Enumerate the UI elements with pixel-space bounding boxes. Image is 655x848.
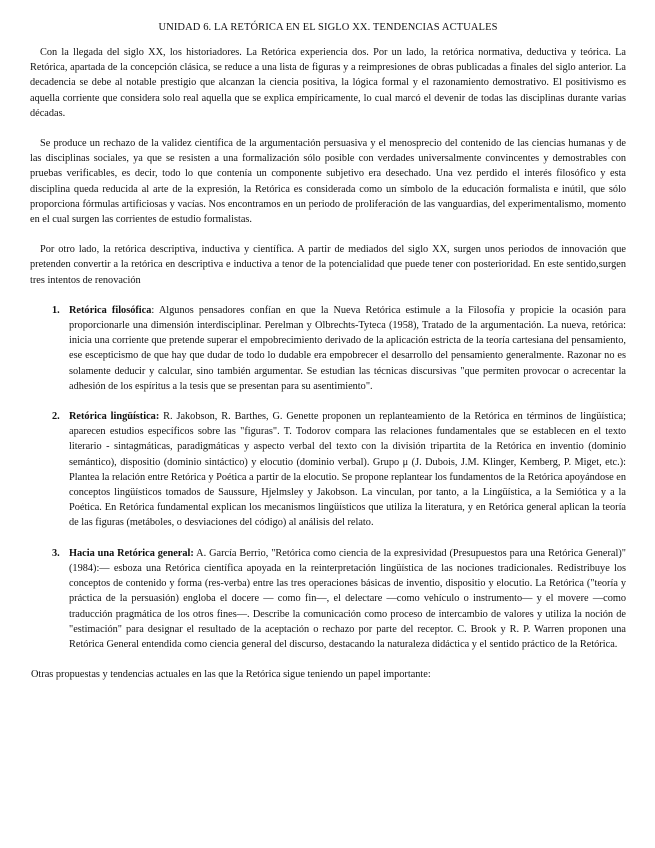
list-item-linguistic: [52, 409, 626, 531]
renovation-list: [30, 303, 626, 652]
list-item-term: Retórica filosófica: [69, 304, 152, 316]
list-item-general: [52, 546, 626, 652]
paragraph-rejection: Se produce un rechazo de la validez científica de la argumentación persuasiva y el menosprecio del contenido de las ciencias humanas y de las disciplinas sociales, ya que se resisten a una formalización sólo posible con verdades universalmente convincentes y demostrables con pruebas verificables, es decir, todo lo que contenía un componente subjetivo era desechado. Una vez perdido el interés filosófico y esta disciplina queda reducida al arte de la expresión, la Retórica es considerada como un símbolo de la educación formalista e inútil, que sólo proporciona fórmulas artificiosas y vacías. Nos encontramos en un periodo de proliferación de las vanguardias, del experimentalismo, momento en el cual surgen las corrientes de estudio formalistas.: [30, 138, 626, 226]
list-item-term: Retórica lingüística:: [69, 411, 160, 423]
list-item-term: Hacia una Retórica general:: [69, 547, 194, 559]
paragraph-intro: Con la llegada del siglo XX, los historiadores. La Retórica experiencia dos. Por un lado, la retórica normativa, deductiva y teórica. La Retórica, apartada de la concepción clásica, se reduce a una lista de figuras y a reimpresiones de obras publicadas a finales del siglo anterior. La decadencia se debe al notable prestigio que alcanzan la ciencia positiva, la lógica formal y el razonamiento demostrativo. El positivismo es aquella corriente que considera solo real aquella que se explica empíricamente, lo cual marcó el devenir de todas las disciplinas durante varias décadas.: [30, 47, 626, 119]
list-item-number: 1.: [52, 304, 60, 316]
list-item-text: A. García Berrio, "Retórica como ciencia de la expresividad (Presupuestos para una Retórica General)" (1984):— esboza una Retórica científica apoyada en la reinterpretación lingüística de las nociones tradicionales. Redistribuye los conceptos de contenido y forma (res-verba) entre las tres operaciones básicas de inventio, dispositio y elocutio. La Retórica ("teoría y práctica de la persuasión) engloba el docere — como fin—, el delectare —como vehículo o instrumento— y el movere —como traducción pragmática de los otros fines—. Describe la comunicación como proceso de intercambio de valores y utiliza la noción de "estimación" para designar el resultado de la aceptación o rechazo por parte del receptor. C. Brook y R. P. Warren proponen una Retórica General entendida como ciencia general del discurso, destacando la naturaleza didáctica y el sentido práctico de la Retórica.: [69, 547, 626, 650]
list-item-number: 3.: [52, 547, 60, 559]
list-item-text: R. Jakobson, R. Barthes, G. Genette proponen un replanteamiento de la Retórica en términos de lingüística; aparecen estudios específicos sobre las "figuras". T. Todorov compara las relaciones fundamentales que se establecen en el texto literario - sintagmáticas, paradigmáticas y aspecto verbal del texto con la división tripartita de la Retórica en inventio (dominio semántico), dispositio (dominio sintáctico) y elocutio (dominio verbal). Grupo μ (J. Dubois, J.M. Klinger, Kemberg, P. Miget, etc.): Plantea la relación entre Retórica y Poética a partir de la elocutio. Se propone replantear los fundamentos de la Retórica apoyándose en conceptos lingüísticos tomados de Saussure, Hjelmsley y Jakobson. La vinculan, por tanto, a la Lingüística, a la Semiótica y a la Poética. En Retórica fundamental explican los mecanismos lingüísticos que utiliza la literatura, y en Retórica general aplican la teoría de las figuras (metáboles, o desviaciones del código) al análisis del relato.: [69, 411, 626, 529]
list-item-philosophical: [52, 303, 626, 394]
page-title: UNIDAD 6. LA RETÓRICA EN EL SIGLO XX. TENDENCIAS ACTUALES: [158, 22, 498, 33]
list-item-number: 2.: [52, 411, 60, 423]
closing-line: Otras propuestas y tendencias actuales en las que la Retórica sigue teniendo un papel importante:: [31, 669, 431, 681]
paragraph-descriptive: Por otro lado, la retórica descriptiva, inductiva y científica. A partir de mediados del siglo XX, surgen unos periodos de innovación que pretenden convertir a la retórica en descriptiva e inductiva a tenor de la potencialidad que puede tener con posterioridad. En este sentido,surgen tres intentos de renovación: [30, 244, 626, 286]
list-item-text: : Algunos pensadores confían en que la Nueva Retórica estimule a la Filosofía y propicie la ocasión para proporcionarle una dimensión interdisciplinar. Perelman y Olbrechts-Tyteca (1958), Tratado de la argumentación. La nueva, retórica: inicia una corriente que pretende superar el empobrecimiento derivado de la aplicación estricta de la teoría cartesiana del pensamiento, ese escepticismo de que hay que dudar de todo lo dudable era empobrecer el desarrollo del pensamiento generalmente. Razonar no es solamente deducir y calcular, sino también argumentar. Se estudian las técnicas discursivas "que permiten provocar o acrecentar la adhesión de los espíritus a la tesis que se presentan para su asentimiento".: [69, 304, 626, 392]
